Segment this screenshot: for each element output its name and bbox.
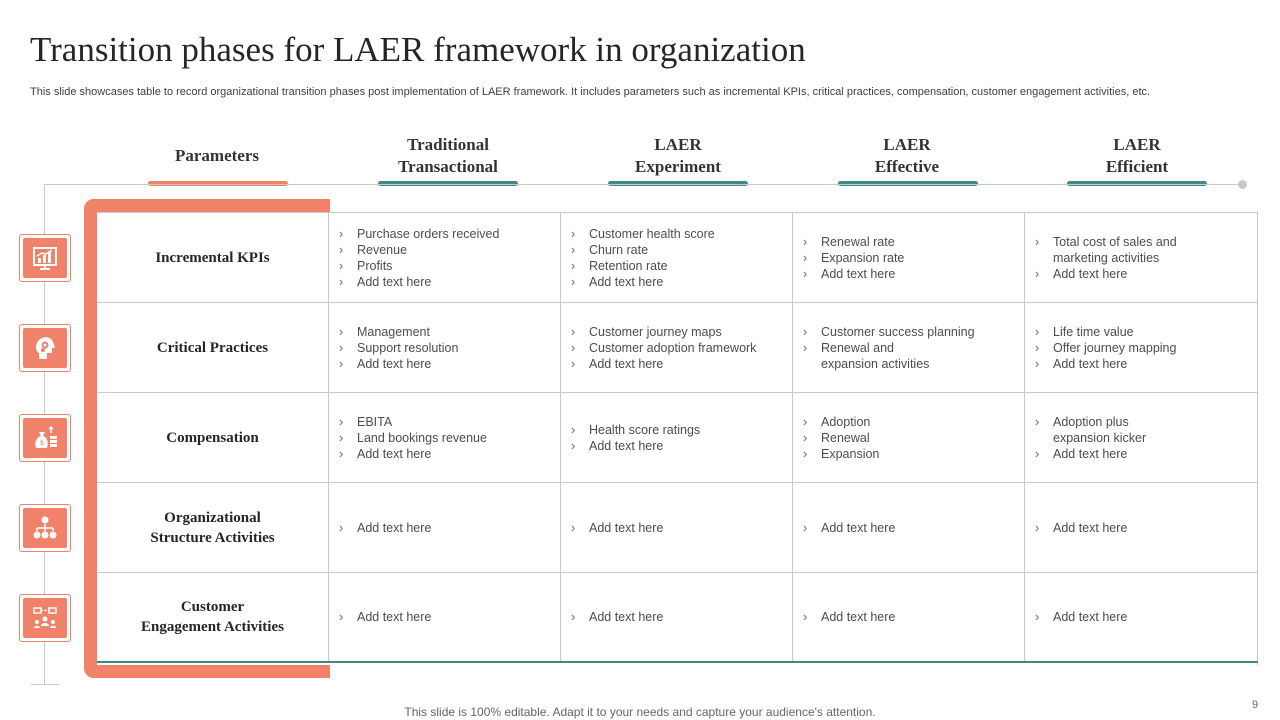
list-item-text: Add text here: [357, 274, 432, 289]
list-item-text: Add text here: [357, 610, 432, 624]
bullet-list: [803, 609, 895, 625]
list-item-text: Add text here: [1053, 266, 1128, 281]
list-item-text: Add text here: [589, 610, 664, 624]
bullet-list: [339, 414, 487, 462]
slide-subtitle: This slide showcases table to record organizational transition phases post implementation of LAER framework. It includes parameters such as incremental KPIs, critical practices, compensation, customer engagement activities, etc.: [30, 86, 1151, 98]
list-item-text: Add text here: [821, 610, 896, 624]
list-item-text: Churn rate: [589, 242, 649, 257]
table-cell: [329, 573, 561, 661]
header-divider-dot: [1238, 180, 1247, 189]
list-item: [803, 324, 975, 340]
chevron-right-icon: ›: [571, 356, 576, 371]
list-item: [339, 520, 431, 536]
list-item-text: Add text here: [821, 520, 896, 535]
bullet-list: [1035, 324, 1176, 372]
chevron-right-icon: ›: [339, 226, 344, 241]
list-item: [1035, 340, 1176, 356]
table-cell: [793, 393, 1025, 482]
chevron-right-icon: ›: [1035, 414, 1040, 429]
chevron-right-icon: ›: [803, 610, 808, 624]
bullet-list: [339, 609, 431, 625]
list-item: [571, 242, 715, 258]
list-item: [803, 446, 879, 462]
list-item: [571, 422, 700, 438]
table-cell: [1025, 483, 1257, 572]
chevron-right-icon: ›: [803, 414, 808, 429]
header-parameters-label: Parameters: [174, 146, 259, 165]
chevron-right-icon: ›: [571, 438, 576, 453]
chevron-right-icon: ›: [1035, 234, 1040, 249]
list-item-text: Add text here: [1053, 520, 1128, 535]
chevron-right-icon: ›: [803, 234, 808, 249]
table-cell: [793, 213, 1025, 302]
chevron-right-icon: ›: [1035, 356, 1040, 371]
parameter-label-text: Critical Practices: [156, 339, 269, 356]
list-item: [803, 266, 904, 282]
bullet-list: [1035, 609, 1127, 625]
list-item: [571, 520, 663, 536]
parameter-label-text: Organizational Structure Activities: [150, 509, 275, 546]
list-item-text: Profits: [357, 258, 393, 273]
chevron-right-icon: ›: [339, 340, 344, 355]
chevron-right-icon: ›: [339, 610, 344, 624]
list-item: [803, 609, 895, 625]
chevron-right-icon: ›: [339, 430, 344, 445]
parameter-label: [97, 213, 329, 302]
list-item: [571, 356, 756, 372]
chevron-right-icon: ›: [803, 266, 808, 281]
bullet-list: [339, 226, 499, 290]
list-item-text: Land bookings revenue: [357, 430, 487, 445]
table-cell: [793, 303, 1025, 392]
list-item: [1035, 414, 1146, 446]
table-row: [97, 303, 1258, 393]
list-item: [571, 258, 715, 274]
list-item: [1035, 356, 1176, 372]
list-item: [571, 438, 700, 454]
table-cell: [1025, 303, 1257, 392]
list-item: [1035, 266, 1177, 282]
bullet-list: [803, 520, 895, 536]
table-cell: [1025, 213, 1257, 302]
chevron-right-icon: ›: [571, 274, 576, 289]
list-item-text: Health score ratings: [589, 422, 701, 437]
bullet-list: [1035, 520, 1127, 536]
parameter-label-text: Incremental KPIs: [155, 249, 270, 266]
list-item-text: Expansion rate: [821, 250, 905, 265]
header-line: LAER: [883, 135, 931, 154]
list-item-text: Add text here: [589, 274, 664, 289]
list-item-text: Customer adoption framework: [589, 340, 757, 355]
list-item: [1035, 324, 1176, 340]
table-row: [97, 573, 1258, 663]
header-line: Effective: [874, 157, 940, 176]
list-item: [1035, 609, 1127, 625]
list-item-text: Add text here: [1053, 446, 1128, 461]
bullet-list: [803, 234, 904, 282]
header-parameters: [117, 145, 317, 167]
svg-text:$: $: [39, 439, 45, 447]
list-item-text: Add text here: [1053, 356, 1128, 371]
chevron-right-icon: ›: [1035, 324, 1040, 339]
list-item: [339, 274, 499, 290]
list-item-text: Add text here: [589, 520, 664, 535]
parameter-label: [97, 573, 329, 661]
list-item: [339, 446, 487, 462]
chevron-right-icon: ›: [571, 422, 576, 437]
chevron-right-icon: ›: [571, 226, 576, 241]
list-item-text: Renewal: [821, 430, 870, 445]
timeline-base: [31, 684, 59, 685]
chevron-right-icon: ›: [1035, 610, 1040, 624]
header-line: Traditional: [407, 135, 489, 154]
table-cell: [329, 393, 561, 482]
list-item-text: Add text here: [1053, 610, 1128, 624]
bullet-list: [803, 324, 975, 372]
laer-table: [97, 212, 1258, 665]
list-item: [339, 414, 487, 430]
list-item: [1035, 446, 1146, 462]
bullet-list: [1035, 234, 1177, 282]
list-item-text: Add text here: [589, 356, 664, 371]
chevron-right-icon: ›: [571, 242, 576, 257]
org-structure-icon: [19, 504, 71, 552]
slide-title: Transition phases for LAER framework in organization: [30, 30, 806, 69]
customer-network-icon: [19, 594, 71, 642]
header-laer-effective: [807, 134, 1007, 178]
list-item-text: Add text here: [357, 446, 432, 461]
chevron-right-icon: ›: [571, 610, 576, 624]
list-item: [1035, 520, 1127, 536]
list-item-text: Renewal rate: [821, 234, 895, 249]
table-cell: [1025, 393, 1257, 482]
table-row: [97, 393, 1258, 483]
list-item: [803, 250, 904, 266]
header-laer-efficient: [1037, 134, 1237, 178]
table-cell: [561, 483, 793, 572]
list-item-text: Expansion: [821, 446, 880, 461]
list-item: [571, 274, 715, 290]
list-item-text: Management: [357, 324, 430, 339]
header-line: Experiment: [635, 157, 721, 176]
list-item-text: Life time value: [1053, 324, 1134, 339]
chevron-right-icon: ›: [339, 258, 344, 273]
list-item-text: Customer health score: [589, 226, 715, 241]
list-item: [571, 340, 756, 356]
list-item: [339, 609, 431, 625]
chevron-right-icon: ›: [339, 274, 344, 289]
chevron-right-icon: ›: [1035, 520, 1040, 535]
parameter-label-text: Customer Engagement Activities: [141, 599, 284, 635]
table-cell: [329, 213, 561, 302]
list-item-text: Add text here: [357, 520, 432, 535]
list-item: [339, 340, 458, 356]
header-line: LAER: [654, 135, 702, 154]
chevron-right-icon: ›: [339, 520, 344, 535]
chevron-right-icon: ›: [803, 446, 808, 461]
bullet-list: [339, 520, 431, 536]
list-item-text: EBITA: [357, 414, 393, 429]
chevron-right-icon: ›: [803, 340, 808, 355]
list-item-text: Offer journey mapping: [1053, 340, 1177, 355]
table-cell: [793, 483, 1025, 572]
brain-gears-icon: [19, 324, 71, 372]
bullet-list: [1035, 414, 1146, 462]
chevron-right-icon: ›: [339, 446, 344, 461]
list-item: [339, 324, 458, 340]
list-item-text: Renewal and expansion activities: [821, 340, 930, 371]
chevron-right-icon: ›: [803, 250, 808, 265]
chevron-right-icon: ›: [339, 324, 344, 339]
header-line: Efficient: [1105, 157, 1169, 176]
list-item-text: Add text here: [589, 438, 664, 453]
list-item: [339, 258, 499, 274]
list-item: [571, 324, 756, 340]
list-item-text: Purchase orders received: [357, 226, 500, 241]
table-row: [97, 483, 1258, 573]
table-cell: [1025, 573, 1257, 661]
page-number: 9: [1252, 699, 1259, 711]
chevron-right-icon: ›: [571, 520, 576, 535]
chevron-right-icon: ›: [339, 356, 344, 371]
list-item: [339, 242, 499, 258]
header-divider-line: [44, 184, 1242, 185]
list-item: [339, 226, 499, 242]
list-item-text: Customer success planning: [821, 324, 975, 339]
chart-presentation-icon: [19, 234, 71, 282]
list-item: [803, 234, 904, 250]
chevron-right-icon: ›: [803, 520, 808, 535]
list-item: [803, 520, 895, 536]
table-cell: [561, 573, 793, 661]
money-bag-coins-icon: [19, 414, 71, 462]
bullet-list: [571, 520, 663, 536]
list-item: [339, 430, 487, 446]
table-cell: [561, 393, 793, 482]
chevron-right-icon: ›: [571, 258, 576, 273]
bullet-list: [571, 324, 756, 372]
list-item-text: Customer journey maps: [589, 324, 722, 339]
list-item-text: Support resolution: [357, 340, 459, 355]
chevron-right-icon: ›: [1035, 446, 1040, 461]
table-cell: [329, 483, 561, 572]
list-item: [339, 356, 458, 372]
chevron-right-icon: ›: [339, 242, 344, 257]
list-item: [803, 340, 975, 372]
chevron-right-icon: ›: [803, 324, 808, 339]
list-item-text: Adoption: [821, 414, 871, 429]
header-traditional-transactional: [348, 134, 548, 178]
list-item-text: Total cost of sales and marketing activities: [1053, 234, 1177, 265]
list-item-text: Retention rate: [589, 258, 668, 273]
list-item: [571, 226, 715, 242]
list-item: [803, 414, 879, 430]
list-item-text: Add text here: [357, 356, 432, 371]
header-line: LAER: [1113, 135, 1161, 154]
chevron-right-icon: ›: [803, 430, 808, 445]
table-cell: [329, 303, 561, 392]
chevron-right-icon: ›: [339, 414, 344, 429]
bullet-list: [339, 324, 458, 372]
parameter-label: [97, 303, 329, 392]
chevron-right-icon: ›: [1035, 340, 1040, 355]
parameter-label-text: Compensation: [166, 429, 259, 446]
list-item: [1035, 234, 1177, 266]
chevron-right-icon: ›: [571, 340, 576, 355]
chevron-right-icon: ›: [571, 324, 576, 339]
list-item: [571, 609, 663, 625]
list-item: [803, 430, 879, 446]
bullet-list: [571, 422, 700, 454]
list-item-text: Revenue: [357, 242, 408, 257]
bullet-list: [571, 609, 663, 625]
parameter-label: [97, 393, 329, 482]
header-laer-experiment: [578, 134, 778, 178]
parameter-label: [97, 483, 329, 572]
bullet-list: [571, 226, 715, 290]
slide-footer: This slide is 100% editable. Adapt it to your needs and capture your audience's attention.: [404, 705, 876, 719]
table-cell: [561, 213, 793, 302]
table-row: [97, 213, 1258, 303]
header-line: Transactional: [398, 157, 498, 176]
list-item-text: Adoption plus expansion kicker: [1053, 414, 1147, 445]
table-cell: [793, 573, 1025, 661]
chevron-right-icon: ›: [1035, 266, 1040, 281]
table-cell: [561, 303, 793, 392]
list-item-text: Add text here: [821, 266, 896, 281]
bullet-list: [803, 414, 879, 462]
